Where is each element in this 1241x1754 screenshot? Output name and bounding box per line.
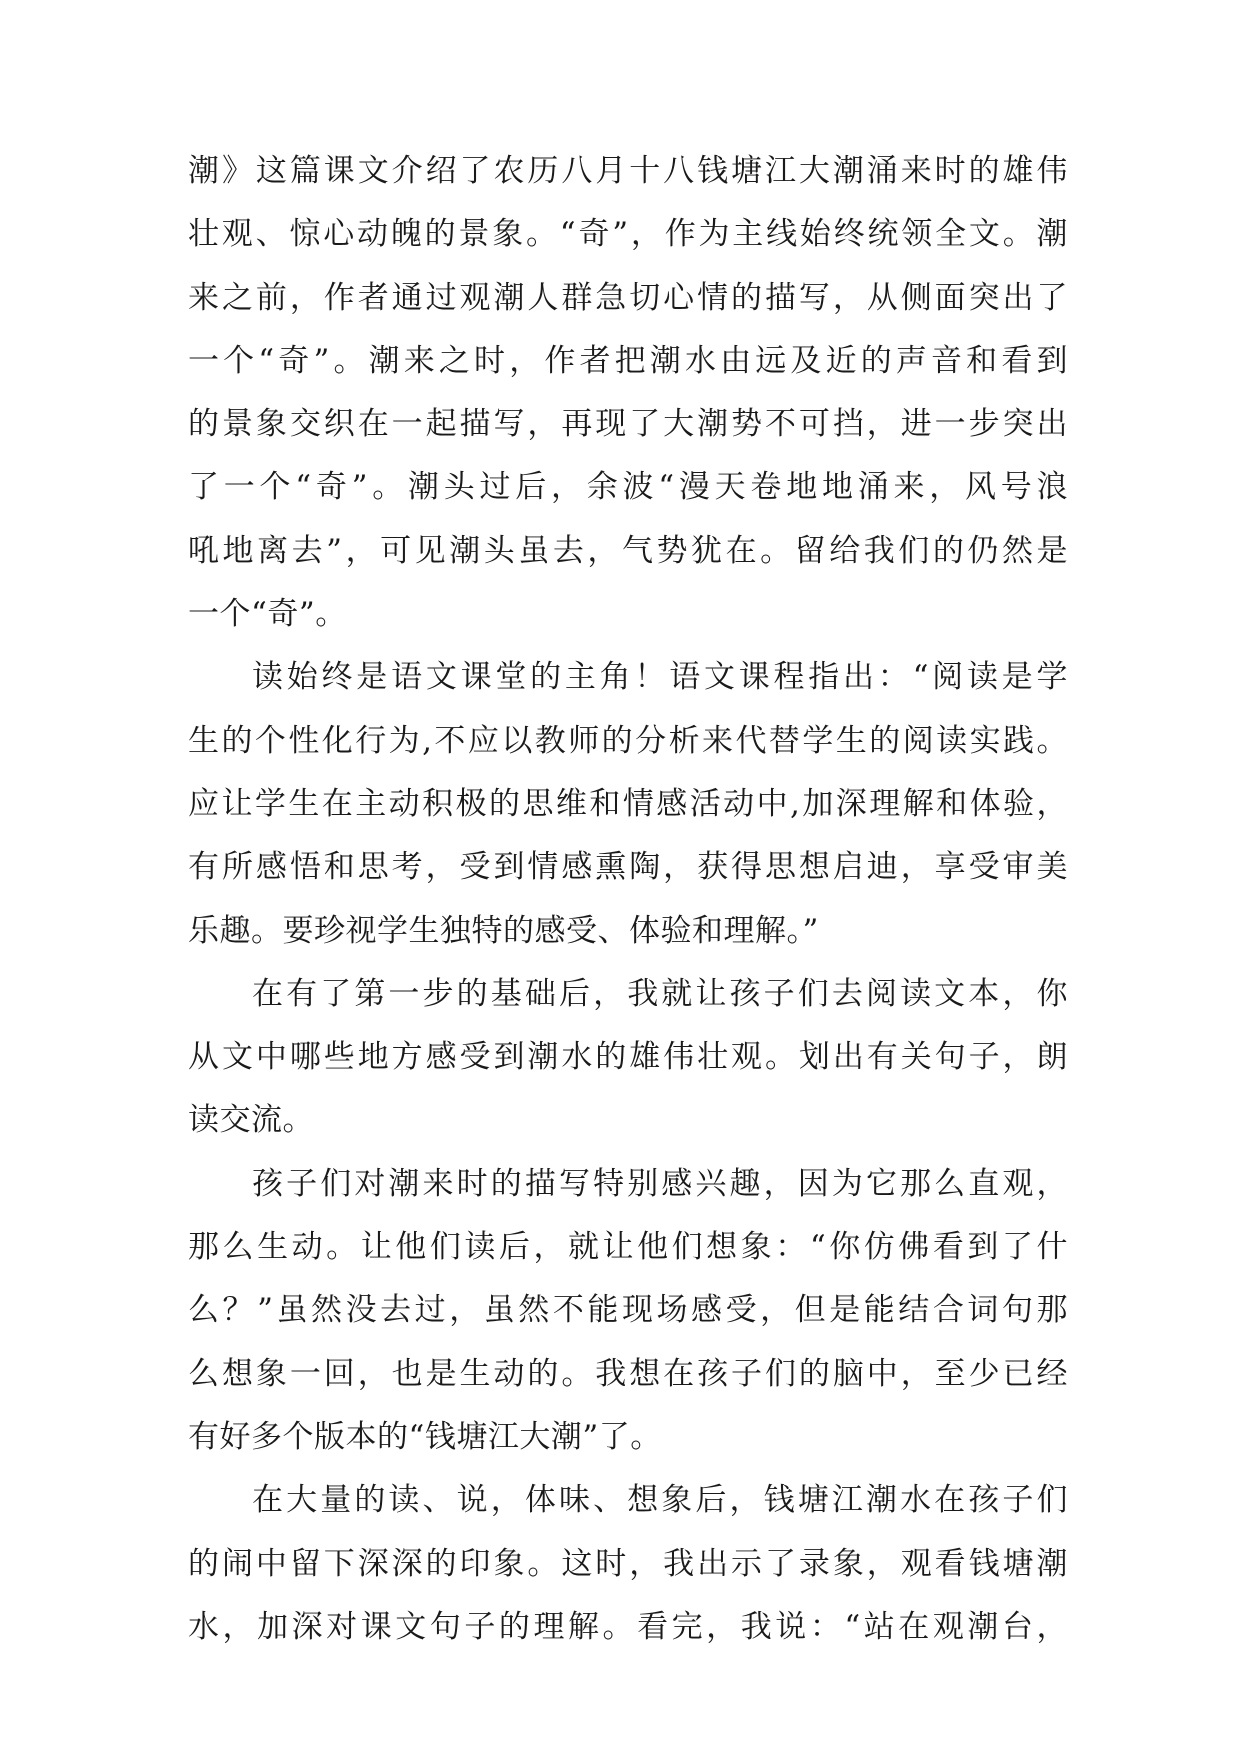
text-line: 从文中哪些地方感受到潮水的雄伟壮观。划出有关句子，朗 xyxy=(188,1039,1068,1076)
text-line: 一个“奇”。潮来之时，作者把潮水由远及近的声音和看到 xyxy=(188,342,1068,379)
text-line: 水，加深对课文句子的理解。看完，我说：“站在观潮台， xyxy=(188,1608,1068,1645)
text-line: 潮》这篇课文介绍了农历八月十八钱塘江大潮涌来时的雄伟 xyxy=(188,153,1068,189)
text-line: 读交流。 xyxy=(188,1102,314,1139)
text-line: 来之前，作者通过观潮人群急切心情的描写，从侧面突出了 xyxy=(188,279,1068,316)
text-line: 有好多个版本的“钱塘江大潮”了。 xyxy=(188,1418,662,1455)
text-line: 孩子们对潮来时的描写特别感兴趣，因为它那么直观， xyxy=(252,1165,1068,1202)
text-line: 吼地离去”，可见潮头虽去，气势犹在。留给我们的仍然是 xyxy=(188,532,1068,569)
document-body xyxy=(188,140,1068,1659)
text-line: 么？”虽然没去过，虽然不能现场感受，但是能结合词句那 xyxy=(188,1292,1068,1329)
text-line: 的闹中留下深深的印象。这时，我出示了录象，观看钱塘潮 xyxy=(188,1545,1068,1582)
text-line: 么想象一回，也是生动的。我想在孩子们的脑中，至少已经 xyxy=(188,1355,1068,1392)
text-line: 了一个“奇”。潮头过后，余波“漫天卷地地涌来，风号浪 xyxy=(188,469,1068,506)
text-line: 有所感悟和思考，受到情感熏陶，获得思想启迪，享受审美 xyxy=(188,849,1068,886)
text-line: 一个“奇”。 xyxy=(188,596,347,633)
text-line: 乐趣。要珍视学生独特的感受、体验和理解。” xyxy=(188,912,819,949)
text-line: 在大量的读、说，体味、想象后，钱塘江潮水在孩子们 xyxy=(252,1482,1068,1519)
text-line: 的景象交织在一起描写，再现了大潮势不可挡，进一步突出 xyxy=(188,406,1068,443)
text-line: 读始终是语文课堂的主角！语文课程指出：“阅读是学 xyxy=(252,659,1068,696)
text-line: 那么生动。让他们读后，就让他们想象：“你仿佛看到了什 xyxy=(188,1229,1068,1266)
text-line: 壮观、惊心动魄的景象。“奇”，作为主线始终统领全文。潮 xyxy=(188,216,1068,253)
text-line: 在有了第一步的基础后，我就让孩子们去阅读文本，你 xyxy=(252,975,1068,1012)
text-line: 应让学生在主动积极的思维和情感活动中,加深理解和体验， xyxy=(188,785,1068,822)
text-line: 生的个性化行为,不应以教师的分析来代替学生的阅读实践。 xyxy=(188,722,1068,759)
